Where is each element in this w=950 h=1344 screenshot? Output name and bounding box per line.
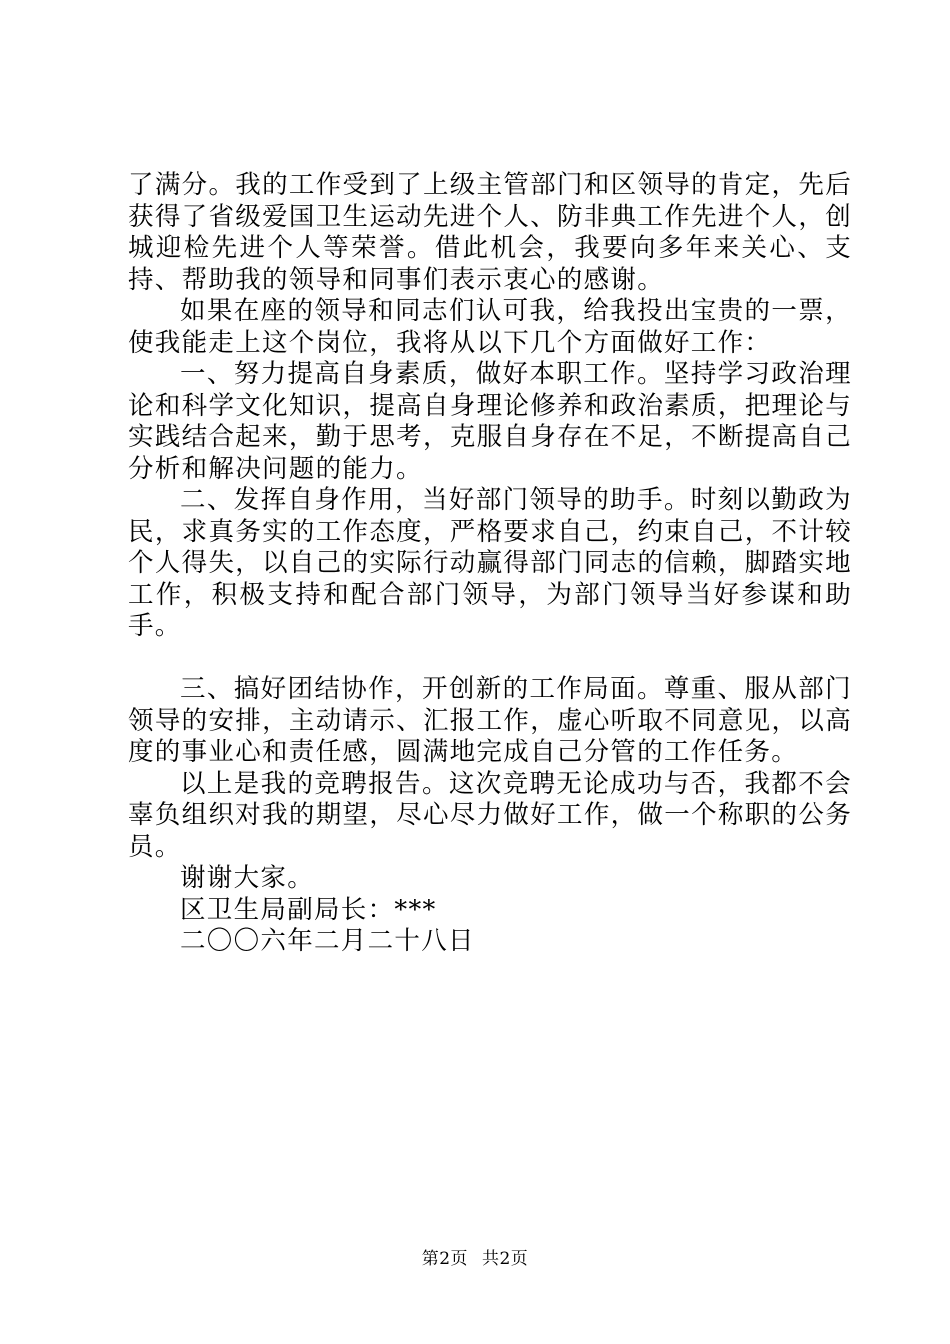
paragraph-conclusion: 以上是我的竞聘报告。这次竞聘无论成功与否，我都不会辜负组织对我的期望，尽心尽力做好工作，做一个称职的公务员。 — [128, 768, 852, 862]
page-total: 共2页 — [481, 1249, 529, 1269]
closing-thanks: 谢谢大家。 — [180, 863, 315, 893]
closing-date: 二〇〇六年二月二十八日 — [180, 926, 475, 956]
document-body — [128, 170, 852, 958]
paragraph-continuation: 了满分。我的工作受到了上级主管部门和区领导的肯定，先后获得了省级爱国卫生运动先进个人、防非典工作先进个人，创城迎检先进个人等荣誉。借此机会，我要向多年来关心、支持、帮助我的领导和同事们表示衷心的感谢。 — [128, 170, 852, 295]
page-footer — [0, 1244, 950, 1269]
paragraph-point-three: 三、搞好团结协作，开创新的工作局面。尊重、服从部门领导的安排，主动请示、汇报工作，虚心听取不同意见，以高度的事业心和责任感，圆满地完成自己分管的工作任务。 — [128, 674, 852, 767]
paragraph-point-two: 二、发挥自身作用，当好部门领导的助手。时刻以勤政为民，求真务实的工作态度，严格要求自己，约束自己，不计较个人得失，以自己的实际行动赢得部门同志的信赖，脚踏实地工作，积极支持和配合部门领导，为部门领导当好参谋和助手。 — [128, 485, 852, 641]
paragraph-intro: 如果在座的领导和同志们认可我，给我投出宝贵的一票，使我能走上这个岗位，我将从以下几个方面做好工作： — [128, 296, 852, 358]
page-number: 第2页 — [421, 1249, 469, 1269]
paragraph-point-one: 一、努力提高自身素质，做好本职工作。坚持学习政治理论和科学文化知识，提高自身理论修养和政治素质，把理论与实践结合起来，勤于思考，克服自身存在不足，不断提高自己分析和解决问题的能力。 — [128, 359, 852, 484]
closing-signature: 区卫生局副局长：*** — [180, 894, 437, 925]
